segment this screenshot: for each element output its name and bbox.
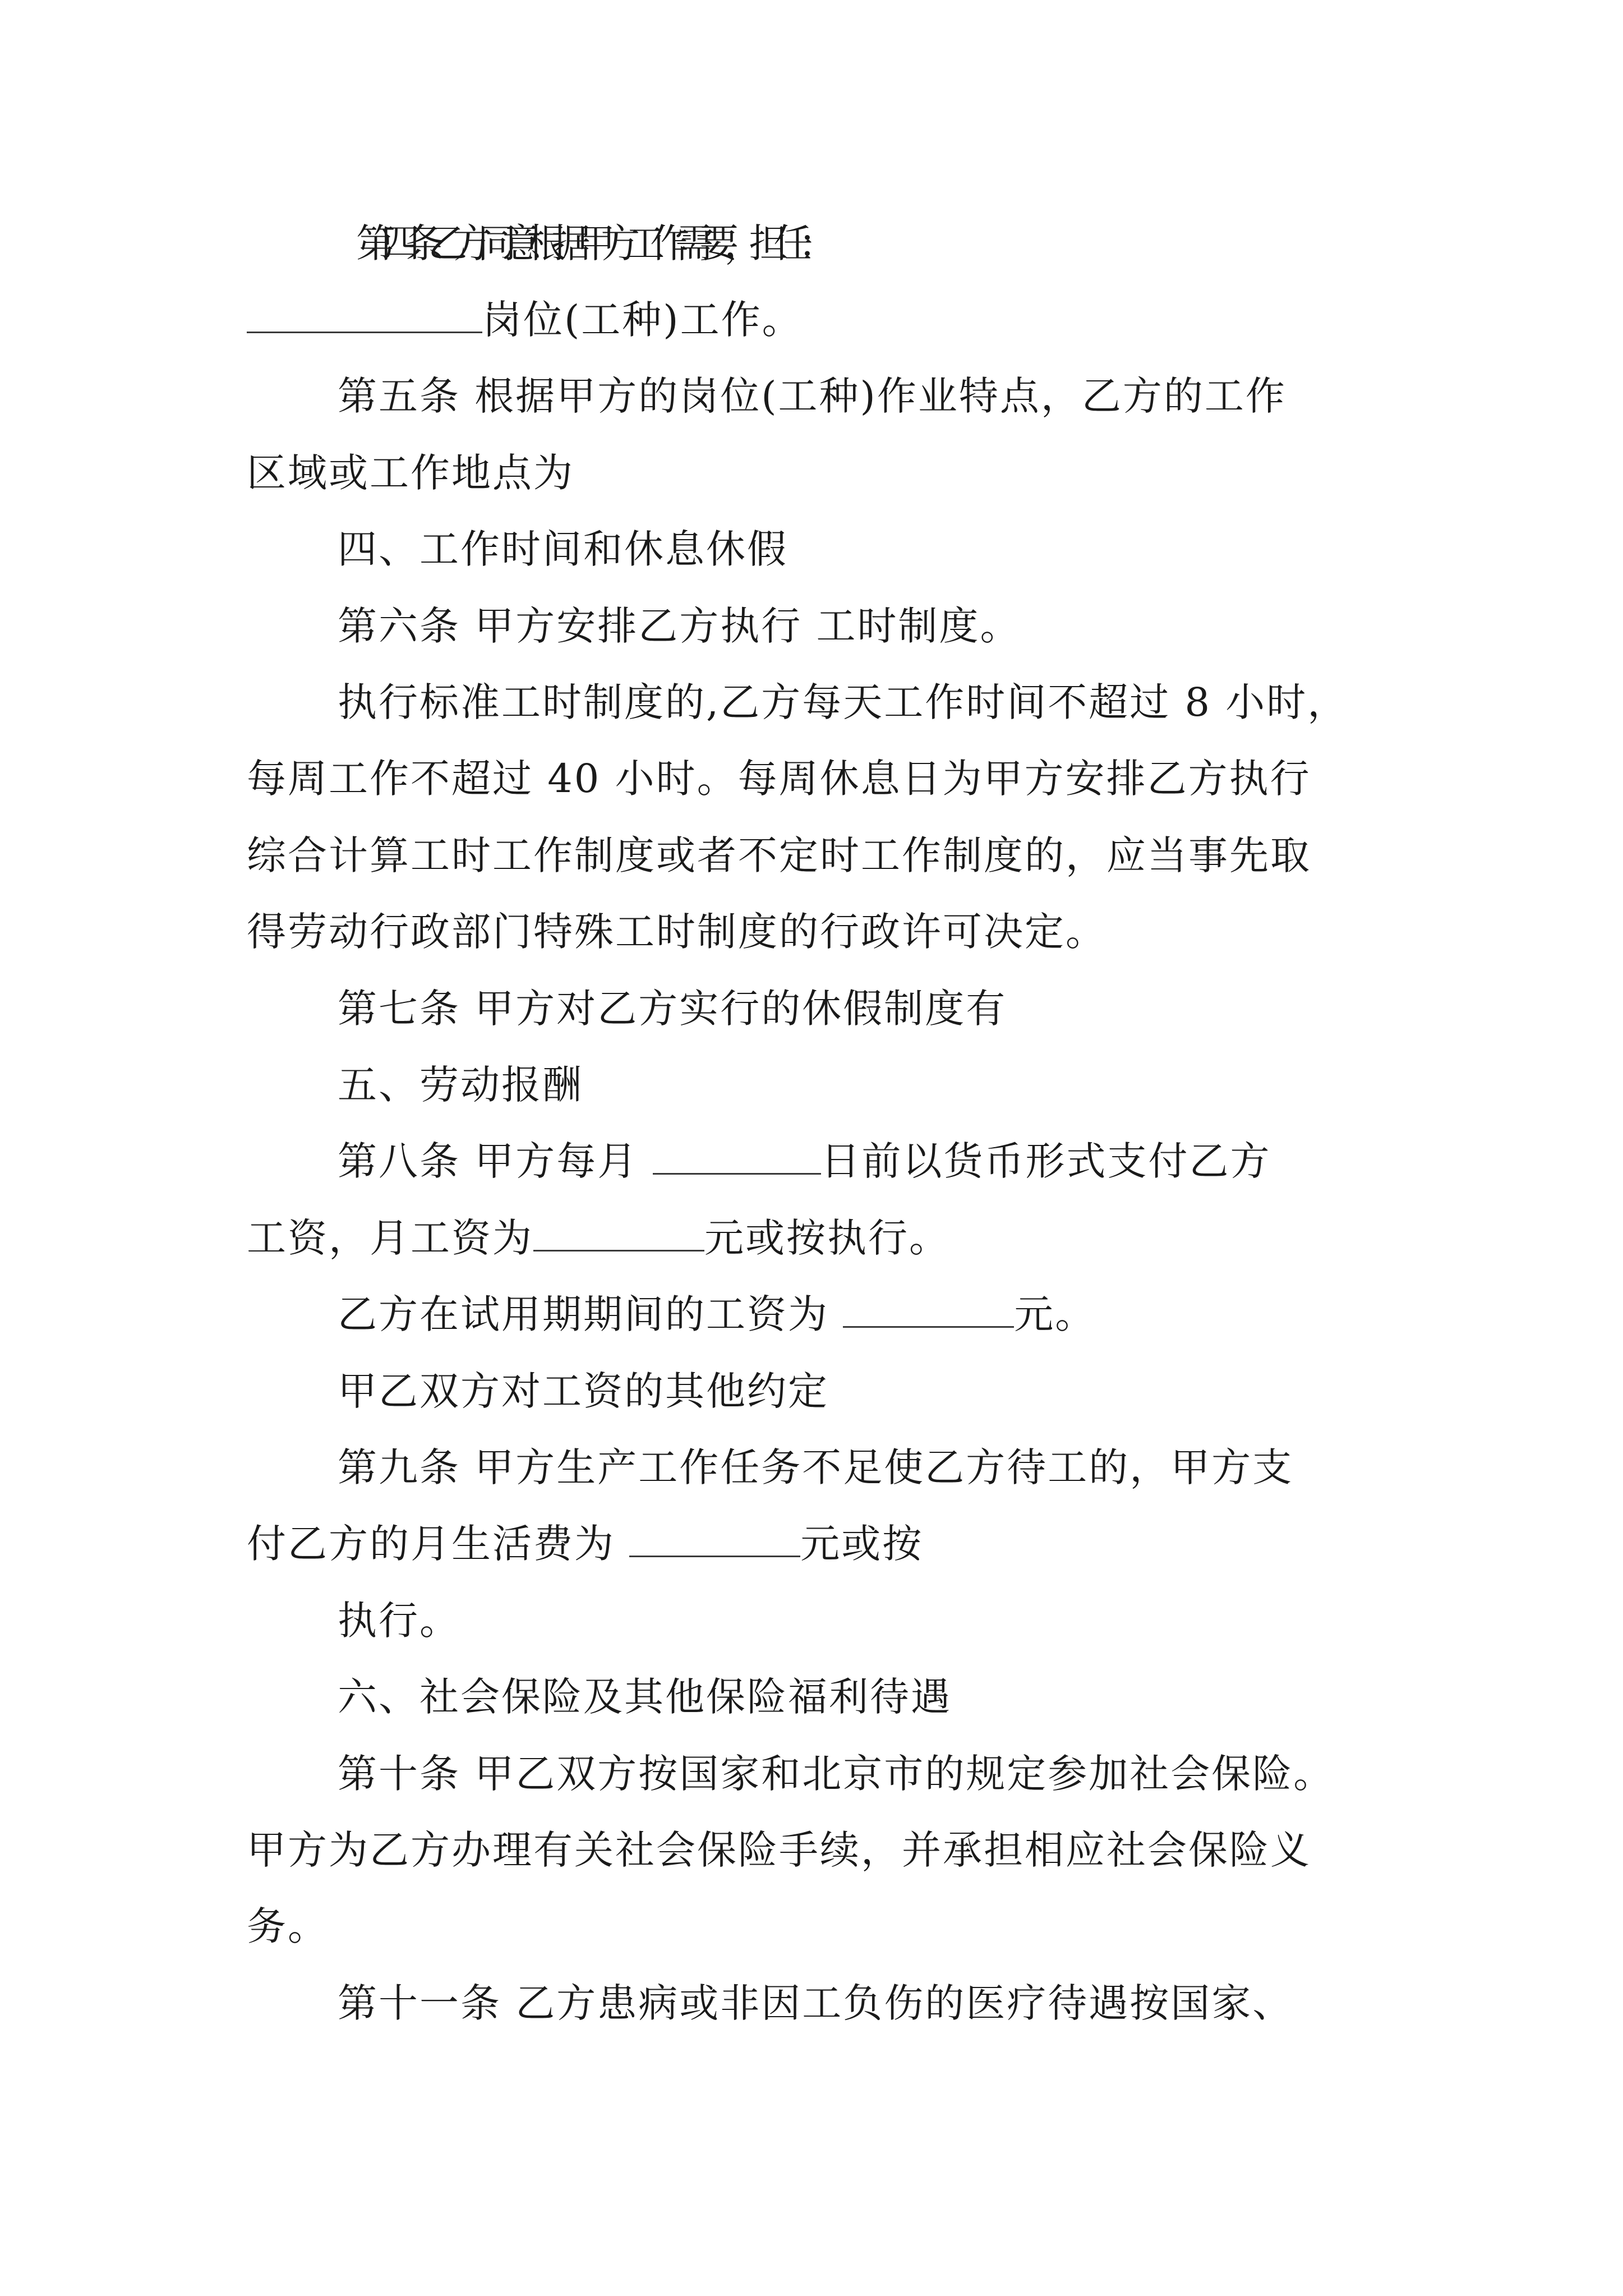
line-text: 元或按执行。 xyxy=(704,1215,950,1261)
section-heading xyxy=(338,1058,583,1112)
line-text: 第十一条 乙方患病或非因工负伤的医疗待遇按国家、 xyxy=(338,1980,1294,2026)
line-text: 第七条 甲方对乙方实行的休假制度有 xyxy=(338,986,1007,1032)
text-line xyxy=(338,982,1007,1036)
text-line xyxy=(338,1594,460,1648)
text-line xyxy=(247,1211,950,1265)
line-text: 元或按 xyxy=(800,1521,924,1567)
text-line xyxy=(247,1899,329,1953)
section-heading xyxy=(338,1670,952,1724)
line-text: 第六条 甲方安排乙方执行 工时制度。 xyxy=(338,603,1021,649)
line-text: 第九条 甲方生产工作任务不足使乙方待工的，甲方支 xyxy=(338,1444,1294,1490)
text-line xyxy=(247,905,1106,959)
line-text: 岗位(工种)工作。 xyxy=(482,297,803,343)
line-text: 第八条 甲方每月 xyxy=(338,1138,653,1184)
text-line xyxy=(338,1364,829,1418)
line-text: 甲方为乙方办理有关社会保险手续，并承担相应社会保险义 xyxy=(247,1827,1311,1873)
line-text: 综合计算工时工作制度或者不定时工作制度的，应当事先取 xyxy=(247,832,1311,878)
text-line xyxy=(338,1441,1293,1494)
text-line xyxy=(338,1134,1271,1188)
fill-in-blank xyxy=(653,1139,821,1175)
line-text: 六、社会保险及其他保险福利待遇 xyxy=(338,1674,952,1720)
text-line xyxy=(247,1517,923,1571)
line-text: 得劳动行政部门特殊工时制度的行政许可决定。 xyxy=(247,909,1106,955)
fill-in-blank xyxy=(843,1292,1014,1328)
text-line xyxy=(247,446,574,500)
fill-in-blank xyxy=(533,1216,704,1251)
line-text: 工资，月工资为 xyxy=(247,1215,533,1261)
line-text: 付乙方的月生活费为 xyxy=(247,1521,630,1567)
text-line xyxy=(338,1747,1334,1801)
line-text: 第十条 甲乙双方按国家和北京市的规定参加社会保险。 xyxy=(338,1751,1335,1797)
line-text: 区域或工作地点为 xyxy=(247,450,574,496)
line-text: 第四条 乙方同意根据甲方工作需要，担任： xyxy=(356,220,823,266)
text-line xyxy=(356,217,1394,270)
line-text: 每周工作不超过 40 小时。每周休息日为甲方安排乙方执行 xyxy=(247,756,1311,802)
line-text: 执行标准工时制度的,乙方每天工作时间不超过 8 小时， xyxy=(338,679,1349,725)
text-line xyxy=(247,1823,1311,1877)
text-line xyxy=(247,752,1311,806)
fill-in-blank xyxy=(629,1522,800,1557)
line-text: 四、工作时间和休息休假 xyxy=(338,526,788,572)
text-line xyxy=(247,293,803,347)
line-text: 日前以货币形式支付乙方 xyxy=(820,1138,1271,1184)
text-line xyxy=(338,599,1021,653)
line-text: 务。 xyxy=(247,1903,329,1949)
line-text: 乙方在试用期期间的工资为 xyxy=(338,1291,843,1337)
text-line xyxy=(338,1287,1096,1341)
line-text: 甲乙双方对工资的其他约定 xyxy=(338,1368,829,1414)
line-text: 第五条 根据甲方的岗位(工种)作业特点，乙方的工作 xyxy=(338,373,1287,419)
line-text: 五、劳动报酬 xyxy=(338,1062,583,1108)
text-line xyxy=(338,675,1348,729)
text-line xyxy=(247,829,1311,882)
fill-in-blank xyxy=(247,298,482,333)
line-text: 执行。 xyxy=(338,1598,460,1644)
line-text: 元。 xyxy=(1014,1291,1096,1337)
text-line xyxy=(338,1976,1293,2030)
section-heading xyxy=(338,522,788,576)
text-line xyxy=(338,369,1287,423)
